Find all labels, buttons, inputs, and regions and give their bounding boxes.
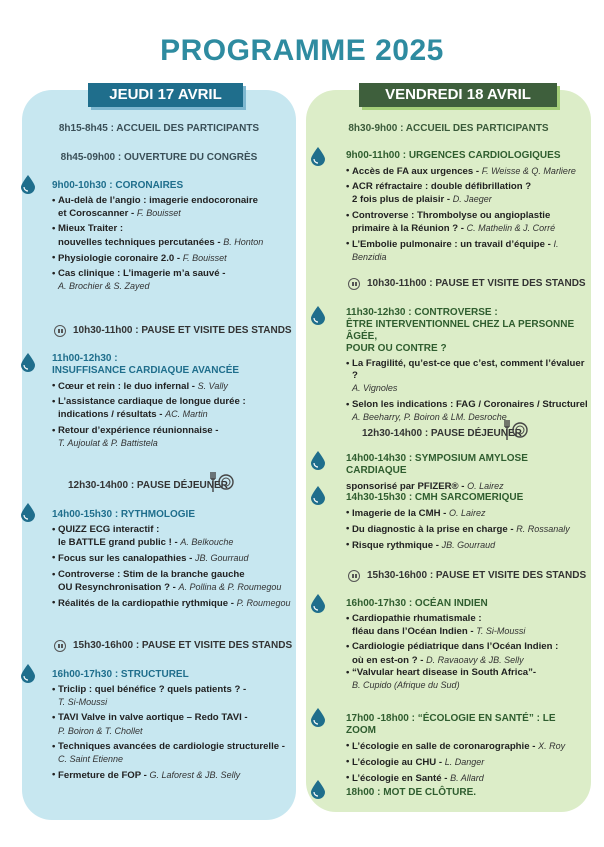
talk-item: • Cardiologie pédiatrique dans l’Océan Indien : où en est-on ? - D. Ravaoavy & JB. Selly — [346, 641, 559, 666]
pause-icon — [348, 278, 360, 290]
session-title: 14h00-14h30 : SYMPOSIUM AMYLOSE CARDIAQUE — [346, 453, 528, 476]
session-title: 14h30-15h30 : CMH SARCOMERIQUE — [346, 492, 524, 503]
pause-dejeuner: 12h30-14h00 : PAUSE DÉJEUNER — [68, 480, 228, 491]
talk-item: • Controverse : Thrombolyse ou angioplastie primaire à la Réunion ? - C. Mathelin & J. Corré — [346, 209, 556, 234]
pause-icon — [54, 640, 66, 652]
drop-icon — [310, 779, 326, 799]
talk-item: • L’assistance cardiaque de longue durée : indications / résultats - AC. Martin — [52, 396, 246, 421]
day-badge-thursday: JEUDI 17 AVRIL — [88, 83, 243, 107]
page-title: PROGRAMME 2025 — [160, 34, 444, 67]
talk-item: • Cardiopathie rhumatismale : fléau dans l’Océan Indien - T. Si-Moussi — [346, 613, 526, 638]
session-title: 16h00-17h30 : OCÉAN INDIEN — [346, 598, 488, 609]
talk-item: • QUIZZ ECG interactif : le BATTLE grand public ! - A. Belkouche — [52, 524, 234, 549]
session-subtitle: ÊTRE INTERVENTIONNEL CHEZ LA PERSONNE ÂGÉE, — [346, 319, 575, 342]
session-controverse — [346, 307, 588, 424]
talk-item: • Risque rythmique - JB. Gourraud — [346, 539, 496, 552]
pause-icon — [348, 570, 360, 582]
session-title: 11h00-12h30 : — [52, 353, 118, 364]
talk-item: • Physiologie coronaire 2.0 - F. Bouisset — [52, 251, 227, 264]
pause-stands-2: 15h30-16h00 : PAUSE ET VISITE DES STANDS — [367, 570, 587, 581]
ouverture: 8h45-09h00 : OUVERTURE DU CONGRÈS — [60, 152, 258, 163]
talk-item: • Imagerie de la CMH - O. Lairez — [346, 507, 486, 519]
drop-icon — [310, 305, 326, 325]
talk-item: • Au-delà de l’angio : imagerie endocoronaire et Coroscanner - F. Bouisset — [52, 195, 258, 220]
talk-item: • ACR réfractaire : double défibrillation ? 2 fois plus de plaisir - D. Jaeger — [346, 181, 532, 206]
thursday-column — [22, 90, 296, 820]
session-insuffisance — [52, 353, 292, 450]
pause-dejeuner: 12h30-14h00 : PAUSE DÉJEUNER — [362, 428, 522, 439]
drop-icon — [310, 146, 326, 166]
talk-item: • Réalités de la cardiopathie rythmique - P. Roumegou — [52, 597, 291, 610]
drop-icon — [310, 485, 326, 505]
talk-item: • L’écologie en salle de coronarographie - X. Roy — [346, 740, 566, 752]
talk-item: • Accès de FA aux urgences - F. Weisse & Q. Marliere — [346, 165, 576, 177]
talk-item: • Retour d’expérience réunionnaise - T. Aujoulat & P. Battistela — [52, 424, 219, 448]
session-ecologie — [346, 713, 588, 786]
talk-item: • L’Embolie pulmonaire : un travail d’équipe - I. Benzidia — [346, 238, 559, 263]
session-rythmologie — [52, 509, 292, 610]
session-coronaires — [52, 180, 292, 293]
session-symposium — [346, 453, 588, 493]
session-subtitle: POUR OU CONTRE ? — [346, 343, 447, 354]
talk-item: • La Fragilité, qu’est-ce que c’est, comment l’évaluer ? A. Vignoles — [346, 358, 585, 394]
cutlery-icon — [502, 418, 528, 440]
drop-icon — [310, 707, 326, 727]
friday-column — [306, 90, 591, 812]
accueil-thursday: 8h15-8h45 : ACCUEIL DES PARTICIPANTS — [58, 123, 260, 134]
session-urgences — [346, 150, 588, 264]
talk-item: • Selon les indications : FAG / Coronaires / Structurel A. Beeharry, P. Boiron & LM. Desroche — [346, 398, 588, 422]
pause-stands-1: 10h30-11h00 : PAUSE ET VISITE DES STANDS — [73, 325, 292, 336]
talk-item: • “Valvular heart disease in South Africa”- B. Cupido (Afrique du Sud) — [346, 666, 537, 691]
cutlery-icon — [208, 470, 234, 492]
drop-icon — [310, 450, 326, 470]
accueil-friday: 8h30-9h00 : ACCUEIL DES PARTICIPANTS — [348, 123, 549, 134]
talk-item: • TAVI Valve in valve aortique – Redo TAVI - P. Boiron & T. Chollet — [52, 712, 248, 736]
session-title: 9h00-10h30 : CORONAIRES — [52, 180, 184, 191]
session-title: 17h00 -18h00 : “ÉCOLOGIE EN SANTÉ” : LE ZOOM — [346, 713, 556, 736]
talk-item: • Cœur et rein : le duo infernal - S. Vally — [52, 380, 228, 392]
pause-stands-1: 10h30-11h00 : PAUSE ET VISITE DES STANDS — [367, 278, 586, 289]
session-structurel — [52, 669, 292, 782]
pause-icon — [54, 325, 66, 337]
drop-icon — [310, 593, 326, 613]
session-ocean-indien — [346, 598, 588, 692]
session-title: 9h00-11h00 : URGENCES CARDIOLOGIQUES — [346, 150, 561, 161]
talk-item: • Du diagnostic à la prise en charge - R. Rossanaly — [346, 523, 570, 536]
session-title: 16h00-17h30 : STRUCTUREL — [52, 669, 189, 680]
talk-item: • Fermeture de FOP - G. Laforest & JB. Selly — [52, 769, 241, 782]
cloture: 18h00 : MOT DE CLÔTURE. — [346, 787, 477, 798]
talk-item: • Triclip : quel bénéfice ? quels patients ? - T. Si-Moussi — [52, 684, 247, 708]
pause-stands-2: 15h30-16h00 : PAUSE ET VISITE DES STANDS — [73, 640, 293, 651]
talk-item: • L’écologie au CHU - L. Danger — [346, 756, 485, 769]
sponsor-line: sponsorisé par PFIZER® - O. Lairez — [346, 481, 504, 492]
drop-icon — [20, 502, 36, 522]
talk-item: • Cas clinique : L’imagerie m’a sauvé - A. Brochier & S. Zayed — [52, 268, 226, 292]
talk-item: • Focus sur les canalopathies - JB. Gourraud — [52, 552, 249, 565]
talk-item: • L’écologie en Santé - B. Allard — [346, 772, 484, 785]
drop-icon — [20, 663, 36, 683]
drop-icon — [20, 352, 36, 372]
session-title: 11h30-12h30 : CONTROVERSE : — [346, 307, 498, 318]
session-subtitle: INSUFFISANCE CARDIAQUE AVANCÉE — [52, 365, 240, 376]
talk-item: • Mieux Traiter : nouvelles techniques percutanées - B. Honton — [52, 223, 264, 248]
day-badge-friday: VENDREDI 18 AVRIL — [359, 83, 557, 107]
talk-item: • Techniques avancées de cardiologie structurelle - C. Saint Etienne — [52, 740, 285, 765]
session-title: 14h00-15h30 : RYTHMOLOGIE — [52, 509, 195, 520]
drop-icon — [20, 174, 36, 194]
session-cmh — [346, 492, 588, 553]
talk-item: • Controverse : Stim de la branche gauche OU Resynchronisation ? - A. Pollina & P. Roumegou — [52, 568, 282, 593]
